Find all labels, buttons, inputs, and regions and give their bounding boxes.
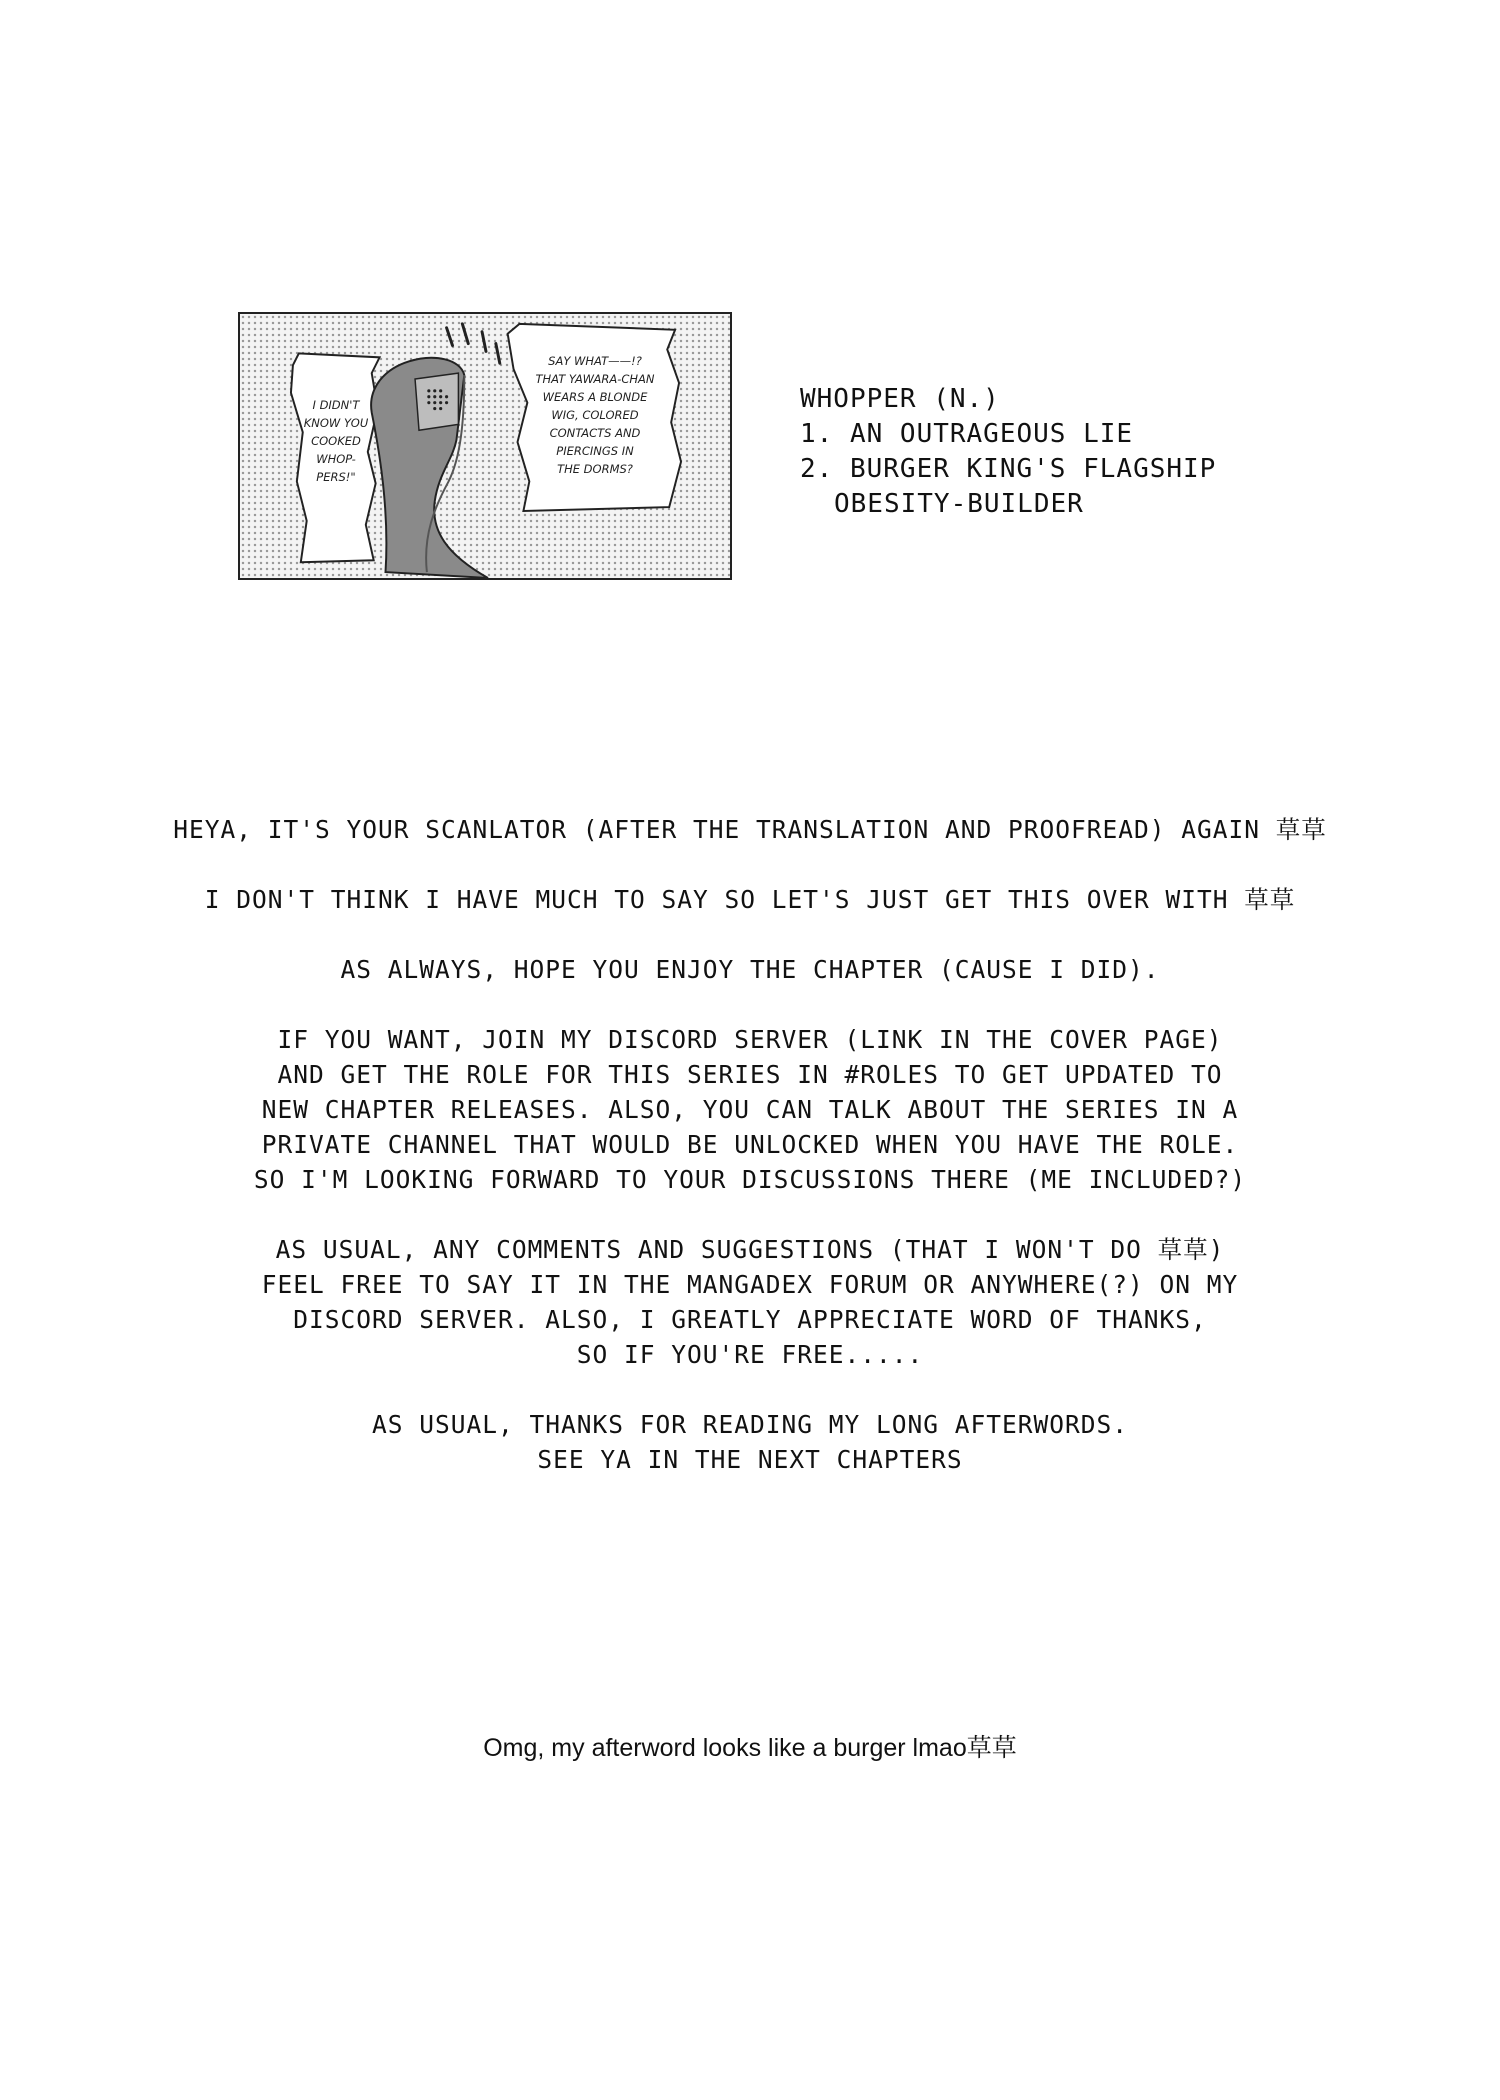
- definition-sense-1: 1. AN OUTRAGEOUS LIE: [800, 419, 1134, 449]
- afterword-line: AS ALWAYS, HOPE YOU ENJOY THE CHAPTER (CAUSE I DID).: [340, 955, 1160, 984]
- definition-sense-2: 2. BURGER KING'S FLAGSHIP: [800, 454, 1217, 484]
- afterword-line: DISCORD SERVER. ALSO, I GREATLY APPRECIATE WORD OF THANKS,: [293, 1305, 1207, 1334]
- afterword-line: AS USUAL, ANY COMMENTS AND SUGGESTIONS (THAT I WON'T DO 草草): [275, 1235, 1225, 1264]
- speech-bubble-left: I DIDN'T KNOW YOU COOKED WHOP- PERS!": [303, 398, 369, 484]
- afterword-line: AND GET THE ROLE FOR THIS SERIES IN #ROLES TO GET UPDATED TO: [277, 1060, 1223, 1089]
- afterword-line: FEEL FREE TO SAY IT IN THE MANGADEX FORUM OR ANYWHERE(?) ON MY: [261, 1270, 1239, 1299]
- afterword-line: SO IF YOU'RE FREE.....: [576, 1340, 924, 1369]
- speech-bubble-right: SAY WHAT——!? THAT YAWARA-CHAN WEARS A BLONDE WIG, COLORED CONTACTS AND PIERCINGS IN THE DORMS?: [535, 354, 655, 476]
- afterword-paragraph: [60, 1232, 1440, 1372]
- afterword-text: [60, 812, 1440, 1512]
- afterword-line: SO I'M LOOKING FORWARD TO YOUR DISCUSSIONS THERE (ME INCLUDED?): [253, 1165, 1247, 1194]
- shock-lines: [447, 324, 500, 363]
- afterword-line: SEE YA IN THE NEXT CHAPTERS: [537, 1445, 963, 1474]
- whopper-definition: [800, 382, 1320, 522]
- footnote: Omg, my afterword looks like a burger lmao草草: [483, 1734, 1017, 1762]
- afterword-paragraph: [60, 1407, 1440, 1477]
- afterword-line: HEYA, IT'S YOUR SCANLATOR (AFTER THE TRANSLATION AND PROOFREAD) AGAIN 草草: [173, 815, 1327, 844]
- afterword-line: NEW CHAPTER RELEASES. ALSO, YOU CAN TALK ABOUT THE SERIES IN A: [261, 1095, 1239, 1124]
- afterword-paragraph: [60, 952, 1440, 987]
- afterword-paragraph: [60, 812, 1440, 847]
- definition-sense-2-continued: OBESITY-BUILDER: [834, 489, 1084, 519]
- afterword-paragraph: [60, 1022, 1440, 1197]
- afterword-line: I DON'T THINK I HAVE MUCH TO SAY SO LET'S JUST GET THIS OVER WITH 草草: [204, 885, 1296, 914]
- manga-panel: [238, 312, 732, 580]
- afterword-line: IF YOU WANT, JOIN MY DISCORD SERVER (LINK IN THE COVER PAGE): [277, 1025, 1223, 1054]
- definition-term: WHOPPER (N.): [800, 384, 1000, 414]
- afterword-line: PRIVATE CHANNEL THAT WOULD BE UNLOCKED WHEN YOU HAVE THE ROLE.: [261, 1130, 1239, 1159]
- afterword-paragraph: [60, 882, 1440, 917]
- afterword-line: AS USUAL, THANKS FOR READING MY LONG AFTERWORDS.: [371, 1410, 1128, 1439]
